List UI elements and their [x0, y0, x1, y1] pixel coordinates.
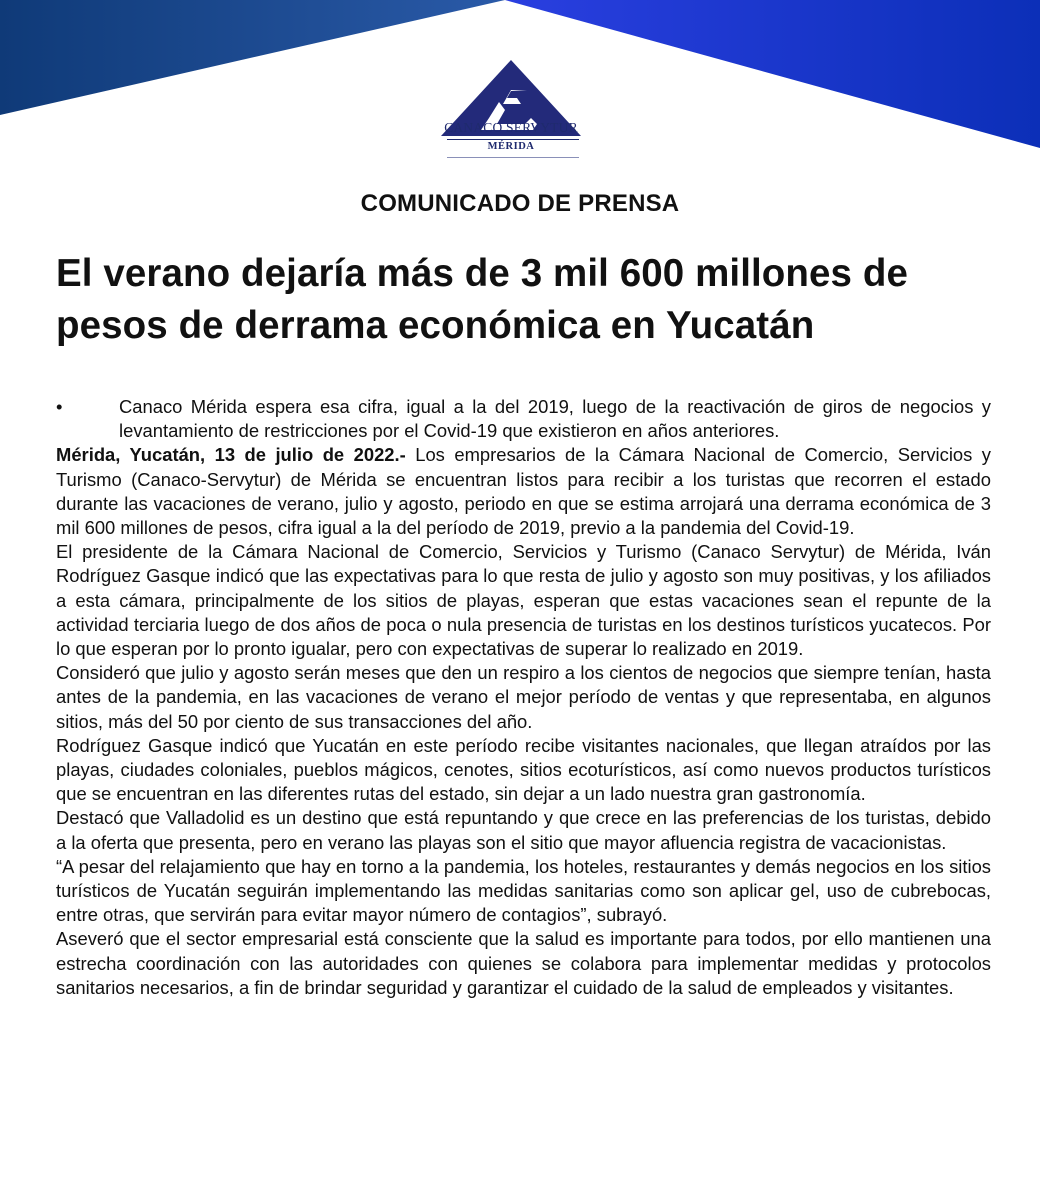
bullet-mark: •	[56, 396, 63, 417]
logo-divider	[447, 139, 579, 140]
logo-city: MÉRIDA	[487, 141, 535, 152]
headline: El verano dejaría más de 3 mil 600 millones de pesos de derrama económica en Yucatán	[56, 252, 908, 347]
paragraph-3: Consideró que julio y agosto serán meses que den un respiro a los cientos de negocios que siempre tenían, hasta antes de la pandemia, en las vacaciones de verano el mejor período de ventas y que representaba, en algunos sitios, más del 50 por ciento de sus transacciones del año.	[56, 662, 991, 732]
article-body	[56, 395, 991, 1000]
paragraph-4: Rodríguez Gasque indicó que Yucatán en este período recibe visitantes nacionales, que llegan atraídos por las playas, ciudades coloniales, pueblos mágicos, cenotes, sitios ecoturísticos, así como nuevos productos turísticos que se encuentran en las diferentes rutas del estado, sin dejar a un lado nuestra gran gastronomía.	[56, 734, 991, 805]
paragraph-6: “A pesar del relajamiento que hay en torno a la pandemia, los hoteles, restaurantes y demás negocios en los sitios turísticos de Yucatán seguirán implementando las medidas sanitarias como son aplicar gel, uso de cubrebocas, entre otras, que servirán para evitar mayor número de contagios”, subrayó.	[56, 855, 991, 926]
logo-name: CANACO SERVYTUR	[444, 120, 578, 135]
logo-underline	[447, 157, 579, 158]
paragraph-1	[56, 443, 991, 540]
dateline: Mérida, Yucatán, 13 de julio de 2022.-	[56, 444, 406, 466]
bullet-text: Canaco Mérida espera esa cifra, igual a la del 2019, luego de la reactivación de giros de negocios y levantamiento de restricciones por el Covid-19 que existieron en años anteriores.	[119, 396, 991, 442]
press-release-label: COMUNICADO DE PRENSA	[360, 190, 680, 217]
paragraph-5: Destacó que Valladolid es un destino que está repuntando y que crece en las preferencias de los turistas, debido a la oferta que presenta, pero en verano las playas son el sitio que mayor afluencia registra de vacacionistas.	[56, 807, 991, 853]
paragraph-7: Aseveró que el sector empresarial está consciente que la salud es importante para todos, por ello mantienen una estrecha coordinación con las autoridades con quienes se colabora para implementar medidas y protocolos sanitarios necesarios, a fin de brindar seguridad y garantizar el cuidado de la salud de empleados y visitantes.	[56, 928, 991, 998]
paragraph-1-text: Los empresarios de la Cámara Nacional de Comercio, Servicios y Turismo (Canaco-Servytur) de Mérida se encuentran listos para recibir a los turistas que recorren el estado durante las vacaciones de verano, julio y agosto, periodo en que se estima arrojará una derrama económica de 3 mil 600 millones de pesos, cifra igual a la del período de 2019, previo a la pandemia del Covid-19.	[56, 444, 991, 539]
summary-bullet	[56, 395, 991, 443]
paragraph-2: El presidente de la Cámara Nacional de Comercio, Servicios y Turismo (Canaco Servytur) de Mérida, Iván Rodríguez Gasque indicó que las expectativas para lo que resta de julio y agosto son muy positivas, y los afiliados a esta cámara, principalmente de los sitios de playas, esperan que estas vacaciones sean el repunte de la actividad terciaria luego de dos años de poca o nula presencia de turistas en los destinos turísticos yucatecos. Por lo que esperan por lo pronto igualar, pero con expectativas de superar lo realizado en 2019.	[56, 541, 991, 660]
